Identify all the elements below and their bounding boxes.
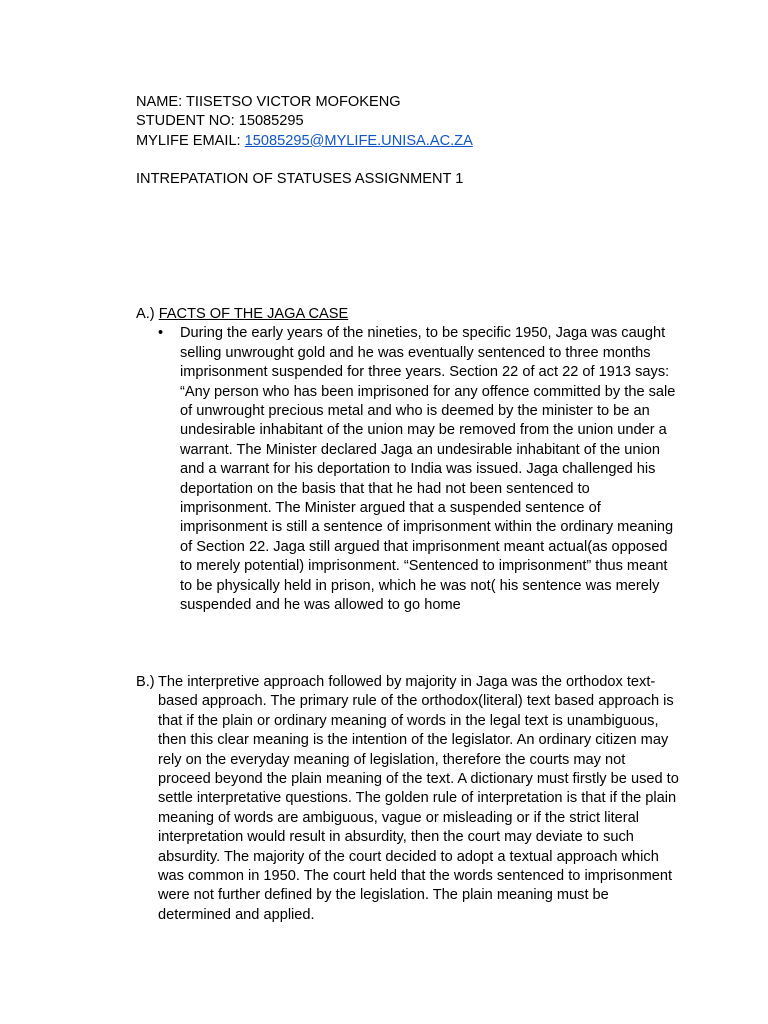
section-a-heading (136, 305, 696, 324)
section-a (136, 305, 696, 616)
email-link[interactable]: 15085295@MYLIFE.UNISA.AC.ZA (244, 132, 473, 149)
email-label: MYLIFE EMAIL: (136, 132, 245, 149)
facts-text: During the early years of the nineties, to be specific 1950, Jaga was caught selling unwrought gold and he was eventually sentenced to three months imprisonment suspended for three years. Section 22 of act 22 of 1913 says: “Any person who has been imprisoned for any offence committed by the sale of unwrought precious metal and who is deemed by the minister to be an undesirable inhabitant of the union may be removed from the union under a warrant. The Minister declared Jaga an undesirable inhabitant of the union and a warrant for his deportation to India was issued. Jaga challenged his deportation on the basis that that he had not been sentenced to imprisonment. The Minister argued that a suspended sentence of imprisonment is still a sentence of imprisonment within the ordinary meaning of Section 22. Jaga still argued that imprisonment meant actual(as opposed to merely potential) imprisonment. “Sentenced to imprisonment” thus meant to be physically held in prison, which he was not( his sentence was merely suspended and he was allowed to go home (180, 325, 676, 614)
list-item (136, 324, 680, 615)
section-a-title: FACTS OF THE JAGA CASE (158, 306, 349, 322)
student-name: NAME: TIISETSO VICTOR MOFOKENG (136, 94, 401, 110)
facts-list (136, 324, 696, 615)
email-line (136, 132, 696, 151)
student-details (136, 93, 696, 151)
section-b (136, 673, 681, 925)
assignment-title: INTREPATATION OF STATUSES ASSIGNMENT 1 (136, 171, 464, 187)
section-b-label: B.) (136, 674, 155, 690)
student-number: STUDENT NO: 15085295 (136, 113, 304, 130)
section-a-label: A.) (136, 306, 159, 322)
section-b-text: The interpretive approach followed by majority in Jaga was the orthodox text-based approach. The primary rule of the orthodox(literal) text based approach is that if the plain or ordinary meaning of words in the legal text is unambiguous, then this clear meaning is the intention of the legislator. An ordinary citizen may rely on the everyday meaning of legislation, therefore the courts may not proceed beyond the plain meaning of the text. A dictionary must firstly be used to settle interpretative questions. The golden rule of interpretation is that if the plain meaning of words are ambiguous, vague or misleading or if the strict literal interpretation would result in absurdity, then the court may deviate to such absurdity. The majority of the court decided to adopt a textual approach which was common in 1950. The court held that the words sentenced to imprisonment were not further defined by the legislation. The plain meaning must be determined and applied. (158, 674, 679, 923)
bullet-icon: • (158, 325, 164, 342)
